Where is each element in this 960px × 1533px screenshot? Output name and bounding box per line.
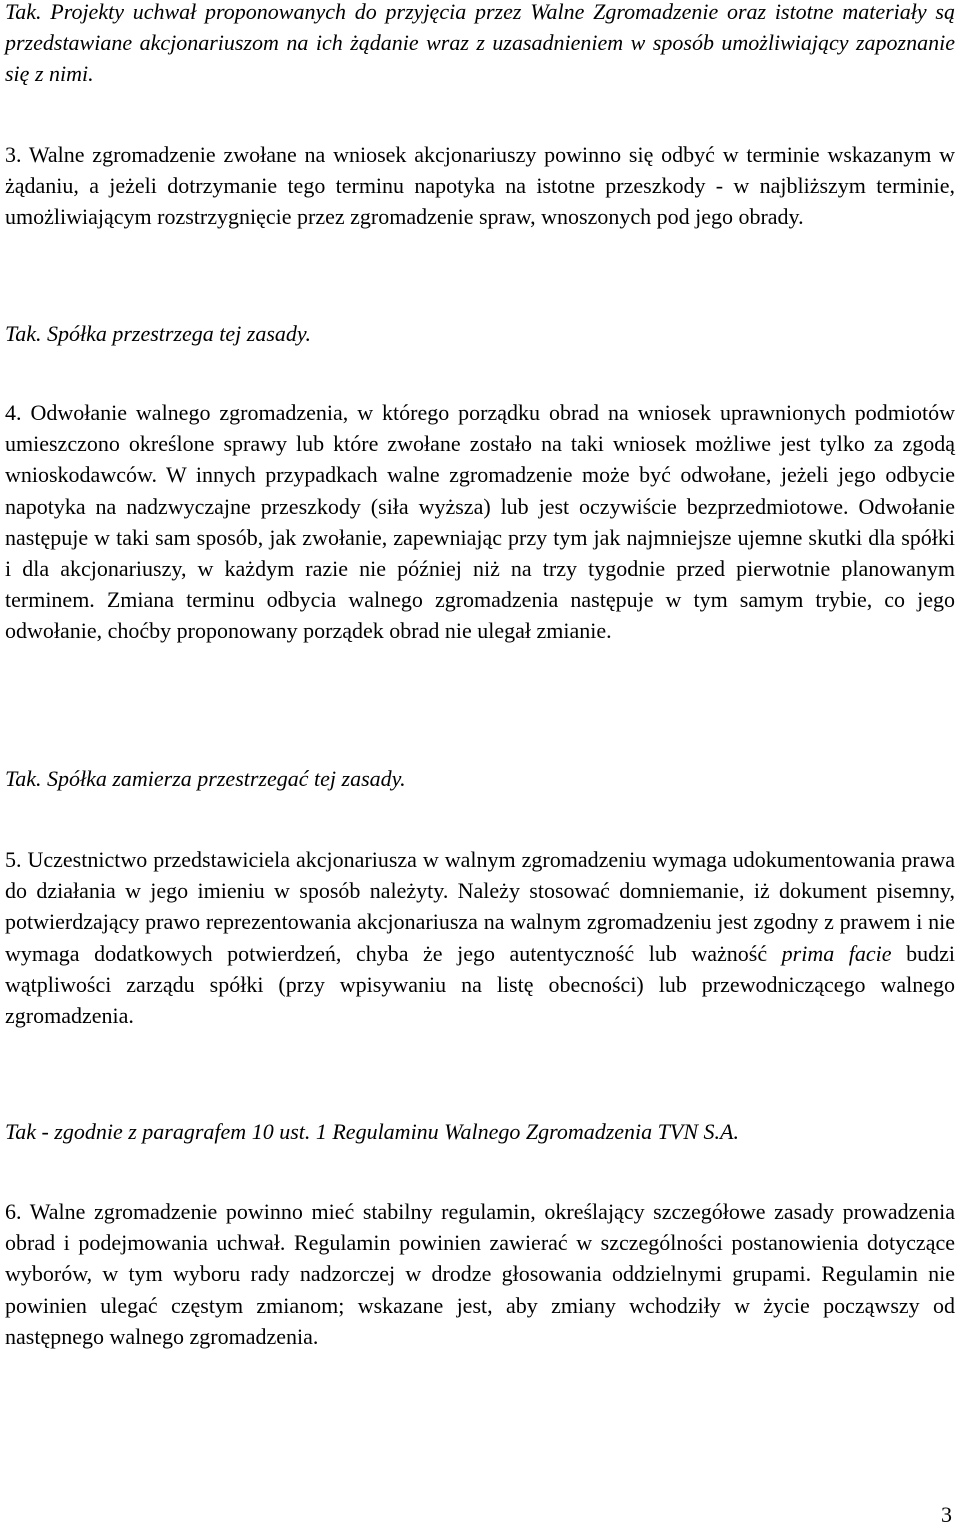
section-6-paragraph: 6. Walne zgromadzenie powinno mieć stabilny regulamin, określający szczegółowe zasady prowadzenia obrad i podejmowania uchwał. Regulamin powinien zawierać w szczególności postanowienia dotyczące wyborów, w tym wyboru rady nadzorczej w drodze głosowania oddzielnymi grupami. Regulamin nie powinien ulegać częstym zmianom; wskazane jest, aby zmiany wchodziły w życie począwszy od następnego walnego zgromadzenia. <box>5 1199 955 1349</box>
section-5-text-before: 5. Uczestnictwo przedstawiciela akcjonariusza w walnym zgromadzeniu wymaga udokumentowania prawa do działania w jego imieniu w sposób należyty. Należy stosować domniemanie, iż dokument pisemny, potwierdzający prawo reprezentowania akcjonariusza na walnym zgromadzeniu jest zgodny z prawem i nie wymaga dodatkowych potwierdzeń, chyba że jego autentyczność lub ważność <box>5 847 955 966</box>
section-3-paragraph: 3. Walne zgromadzenie zwołane na wniosek akcjonariuszy powinno się odbyć w terminie wskazanym w żądaniu, a jeżeli dotrzymanie tego terminu napotyka na istotne przeszkody - w najbliższym terminie, umożliwiającym rozstrzygnięcie przez zgromadzenie spraw, wnoszonych pod jego obrady. <box>5 142 955 230</box>
section-5-text-italic: prima facie <box>781 940 892 966</box>
section-4-answer: Tak. Spółka zamierza przestrzegać tej zasady. <box>5 766 406 791</box>
top-answer-paragraph: Tak. Projekty uchwał proponowanych do przyjęcia przez Walne Zgromadzenie oraz istotne materiały są przedstawiane akcjonariuszom na ich żądanie wraz z uzasadnieniem w sposób umożliwiający zapoznanie się z nimi. <box>5 0 955 87</box>
page-number: 3 <box>941 1502 952 1527</box>
section-4-paragraph: 4. Odwołanie walnego zgromadzenia, w którego porządku obrad na wniosek uprawnionych podmiotów umieszczono określone sprawy lub które zwołane zostało na taki wniosek możliwe jest tylko za zgodą wnioskodawców. W innych przypadkach walne zgromadzenie może być odwołane, jeżeli jego odbycie napotyka na nadzwyczajne przeszkody (siła wyższa) lub jest oczywiście bezprzedmiotowe. Odwołanie następuje w taki sam sposób, jak zwołanie, zapewniając przy tym jak najmniejsze ujemne skutki dla spółki i dla akcjonariuszy, w każdym razie nie później niż na trzy tygodnie przed pierwotnie planowanym terminem. Zmiana terminu odbycia walnego zgromadzenia następuje w tym samym trybie, co jego odwołanie, choćby proponowany porządek obrad nie ulegał zmianie. <box>5 400 955 644</box>
section-5-text-after: budzi wątpliwości zarządu spółki (przy wpisywaniu na listę obecności) lub przewodniczącego walnego zgromadzenia. <box>5 940 955 1029</box>
section-3-answer: Tak. Spółka przestrzega tej zasady. <box>5 321 311 346</box>
section-5-answer: Tak - zgodnie z paragrafem 10 ust. 1 Regulaminu Walnego Zgromadzenia TVN S.A. <box>5 1119 739 1144</box>
section-5-paragraph <box>5 844 955 1031</box>
